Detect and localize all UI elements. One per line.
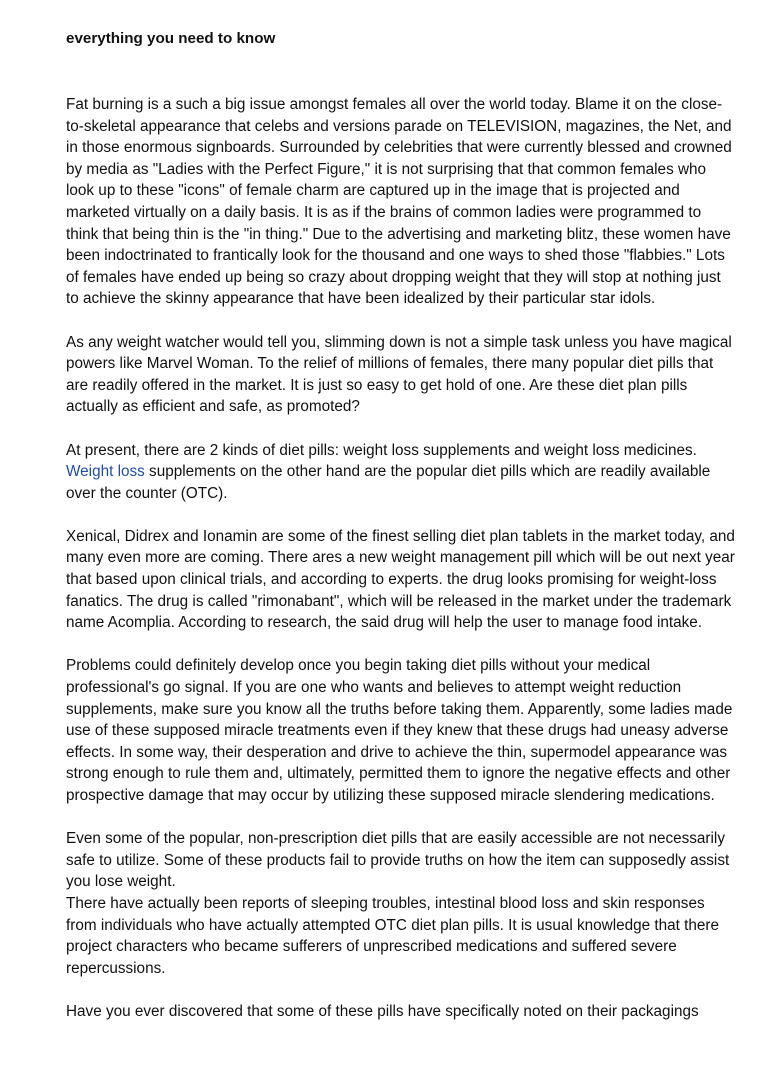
paragraph-5: Problems could definitely develop once you begin taking diet pills without your medical professional's go signal. If you are one who wants and believes to attempt weight reduction supplements, make sure you know all the truths before taking them. Apparently, some ladies made use of these supposed miracle treatments even if they knew that these drugs had uneasy adverse effects. In some way, their desperation and drive to achieve the thin, supermodel appearance was strong enough to rule them and, ultimately, permitted them to ignore the negative effects and other prospective damage that may occur by utilizing these supposed miracle slendering medications. <box>66 657 733 804</box>
paragraph-8: Have you ever discovered that some of these pills have specifically noted on their packagings <box>66 1002 699 1020</box>
paragraph-4: Xenical, Didrex and Ionamin are some of the finest selling diet plan tablets in the market today, and many even more are coming. There ares a new weight management pill which will be out next year that based upon clinical trials, and according to experts. the drug looks promising for weight-loss fanatics. The drug is called "rimonabant", which will be released in the market under the trademark name Acomplia. According to research, the said drug will help the user to manage food intake. <box>66 527 735 632</box>
paragraph-6: Even some of the popular, non-prescription diet pills that are easily accessible are not necessarily safe to utilize. Some of these products fail to provide truths on how the item can supposedly assist you lose weight. <box>66 830 730 891</box>
paragraph-2: As any weight watcher would tell you, slimming down is not a simple task unless you have magical powers like Marvel Woman. To the relief of millions of females, there many popular diet pills that are readily offered in the market. It is just so easy to get hold of one. Are these diet plan pills actually as efficient and safe, as promoted? <box>66 333 732 416</box>
document-body <box>66 94 736 1044</box>
document-title: everything you need to know <box>66 30 276 47</box>
weight-loss-link[interactable]: Weight loss <box>66 463 145 481</box>
paragraph-7: There have actually been reports of sleeping troubles, intestinal blood loss and skin responses from individuals who have actually attempted OTC diet plan pills. It is usual knowledge that there project characters who became sufferers of unprescribed medications and suffered severe repercussions. <box>66 894 720 977</box>
paragraph-1: Fat burning is a such a big issue amongst females all over the world today. Blame it on the close-to-skeletal appearance that celebs and versions parade on TELEVISION, magazines, the Net, and in those enormous signboards. Surrounded by celebrities that were currently blessed and crowned by media as "Ladies with the Perfect Figure," it is not surprising that that common females who look up to these "icons" of female charm are captured up in the image that is projected and marketed virtually on a daily basis. It is as if the brains of common ladies were programmed to think that being thin is the "in thing." Due to the advertising and marketing blitz, these women have been indoctrinated to frantically look for the thousand and one ways to shed those "flabbies." Lots of females have ended up being so crazy about dropping weight that they will stop at nothing just to achieve the skinny appearance that have been idealized by their particular star idols. <box>66 96 732 308</box>
paragraph-3 <box>66 440 736 505</box>
paragraph-3-text-after: supplements on the other hand are the popular diet pills which are readily available over the counter (OTC). <box>66 463 711 502</box>
paragraph-3-text-before: At present, there are 2 kinds of diet pills: weight loss supplements and weight loss medicines. <box>66 441 697 459</box>
